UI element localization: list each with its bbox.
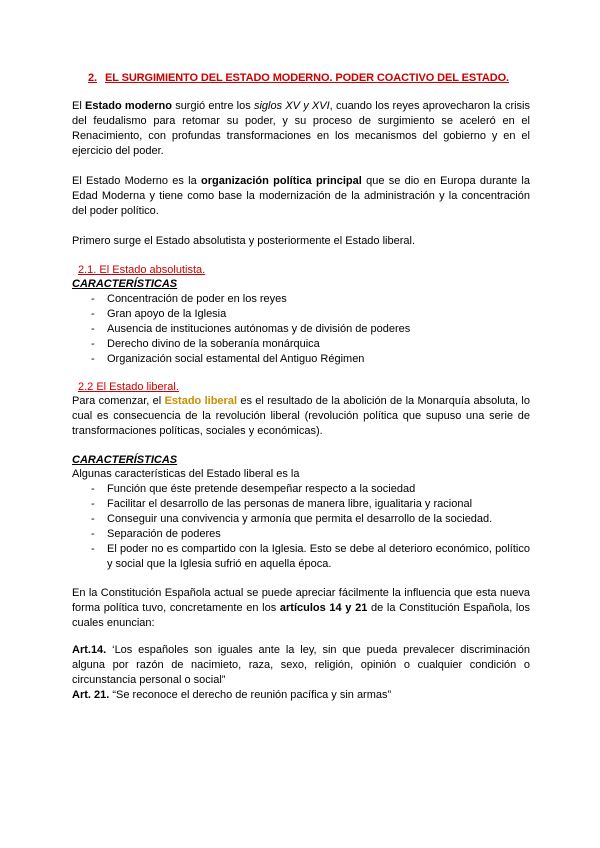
list-item: - Gran apoyo de la Iglesia xyxy=(72,307,530,322)
text-run: de la Constitución Española, los cuales enuncian: xyxy=(72,602,530,629)
text-run: , cuando los reyes aprovecharon la crisis del feudalismo para retomar su poder, y su proceso de surgimiento se aceleró en el Renacimiento, con profundas transformaciones en los mecanismos del gobierno y en el ejercicio del poder. xyxy=(72,100,530,157)
paragraph-organizacion xyxy=(72,174,530,219)
text-run: El Estado Moderno es la xyxy=(72,175,202,187)
text-run: En la Constitución Española actual se puede apreciar fácilmente la influencia que esta nueva forma política tuvo, concretamente en los xyxy=(72,587,530,614)
section-number: 2. xyxy=(88,72,97,84)
section-title: EL SURGIMIENTO DEL ESTADO MODERNO. PODER COACTIVO DEL ESTADO. xyxy=(104,72,509,84)
list-absolutista xyxy=(72,292,530,367)
text-run: Para comenzar, el xyxy=(72,395,165,407)
list-item: - Separación de poderes xyxy=(72,527,530,542)
bold-term: Estado moderno xyxy=(85,100,172,112)
paragraph-primero: Primero surge el Estado absolutista y posteriormente el Estado liberal. xyxy=(72,235,416,247)
subtitle-liberal: 2.2 El Estado liberal. xyxy=(78,381,179,393)
highlighted-term: Estado liberal xyxy=(164,395,237,407)
italic-term: siglos XV y XVI xyxy=(253,100,330,112)
article-21 xyxy=(72,688,391,703)
list-item: - Función que éste pretende desempeñar respecto a la sociedad xyxy=(72,482,530,497)
paragraph-liberal-intro xyxy=(72,394,530,439)
text-run: es el resultado de la abolición de la Monarquía absoluta, lo cual es consecuencia de la revolución liberal (revolución política que supuso una serie de transformaciones políticas, sociales y económicas). xyxy=(72,395,530,437)
list-item: - Ausencia de instituciones autónomas y de división de poderes xyxy=(72,322,530,337)
bold-term: organización política principal xyxy=(201,175,362,187)
paragraph-constitucion xyxy=(72,586,530,631)
list-item: - Conseguir una convivencia y armonía que permita el desarrollo de la sociedad. xyxy=(72,512,530,527)
text-run: que se dio en Europa durante la Edad Moderna y tiene como base la modernización de la administración y la concentración del poder político. xyxy=(72,175,530,217)
subtitle-absolutista: 2.1. El Estado absolutista. xyxy=(78,264,206,276)
text-run: El xyxy=(72,100,86,112)
bold-term: artículos 14 y 21 xyxy=(279,602,368,614)
list-item: - Facilitar el desarrollo de las personas de manera libre, igualitaria y racional xyxy=(72,497,530,512)
liberal-lead: Algunas características del Estado liberal es la xyxy=(72,468,300,480)
list-liberal xyxy=(72,482,530,572)
article-label: Art. 21. xyxy=(72,689,110,701)
article-text: ‘Los españoles son iguales ante la ley, sin que pueda prevalecer discriminación alguna por razón de nacimieto, raza, sexo, religión, opinión o cualquier condición o circunstancia personal o social” xyxy=(72,644,530,686)
list-item: - Derecho divino de la soberanía monárquica xyxy=(72,337,530,352)
article-text: “Se reconoce el derecho de reunión pacífica y sin armas” xyxy=(109,689,392,701)
article-14 xyxy=(72,643,530,688)
list-item: - Organización social estamental del Antiguo Régimen xyxy=(72,352,530,367)
list-item: - El poder no es compartido con la Iglesia. Esto se debe al deterioro económico, político y social que la Iglesia sufrió en aquella época. xyxy=(72,542,530,572)
list-item: - Concentración de poder en los reyes xyxy=(72,292,530,307)
characteristics-title-absolutista: CARACTERÍSTICAS xyxy=(72,278,178,290)
article-label: Art.14. xyxy=(72,644,107,656)
text-run: surgió entre los xyxy=(171,100,254,112)
section-heading xyxy=(88,71,509,86)
characteristics-title-liberal: CARACTERÍSTICAS xyxy=(72,454,178,466)
paragraph-estado-moderno xyxy=(72,99,530,159)
